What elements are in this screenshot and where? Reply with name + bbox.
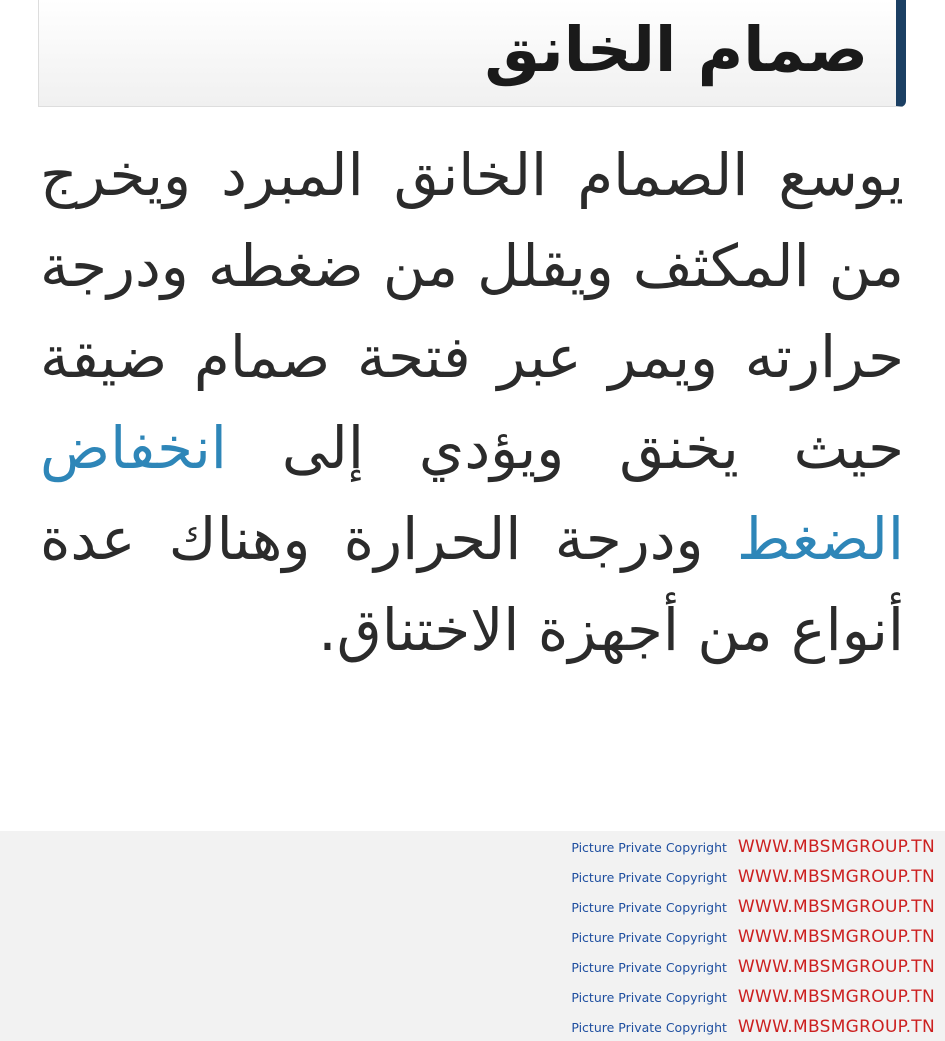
watermark-row: [571, 1012, 935, 1041]
watermark-row: [571, 892, 935, 922]
watermark-site: WWW.MBSMGROUP.TN: [737, 927, 935, 947]
watermark-label: Picture Private Copyright: [571, 989, 727, 1005]
article-text-after: ودرجة الحرارة وهناك عدة أنواع من أجهزة الاختناق.: [40, 505, 904, 664]
watermark-footer: [0, 831, 945, 1041]
watermark-label: Picture Private Copyright: [571, 1019, 727, 1035]
watermark-row: [571, 832, 935, 862]
watermark-row: [571, 862, 935, 892]
watermark-label: Picture Private Copyright: [571, 959, 727, 975]
highlighted-link-text[interactable]: انخفاض الضغط: [40, 414, 904, 573]
article-paragraph: [40, 130, 904, 676]
watermark-label: Picture Private Copyright: [571, 899, 727, 915]
title-box: [38, 0, 906, 107]
watermark-site: WWW.MBSMGROUP.TN: [737, 1017, 935, 1037]
watermark-site: WWW.MBSMGROUP.TN: [737, 837, 935, 857]
watermark-site: WWW.MBSMGROUP.TN: [737, 987, 935, 1007]
watermark-row: [571, 982, 935, 1012]
watermark-row: [571, 952, 935, 982]
watermark-label: Picture Private Copyright: [571, 869, 727, 885]
watermark-site: WWW.MBSMGROUP.TN: [737, 897, 935, 917]
page-title: صمام الخانق: [484, 13, 868, 86]
watermark-label: Picture Private Copyright: [571, 839, 727, 855]
watermark-row: [571, 922, 935, 952]
article-text-before: يوسع الصمام الخانق المبرد ويخرج من المكثف ويقلل من ضغطه ودرجة حرارته ويمر عبر فتحة صمام ضيقة حيث يخنق ويؤدي إلى: [40, 141, 904, 482]
watermark-site: WWW.MBSMGROUP.TN: [737, 957, 935, 977]
watermark-label: Picture Private Copyright: [571, 929, 727, 945]
watermark-site: WWW.MBSMGROUP.TN: [737, 867, 935, 887]
